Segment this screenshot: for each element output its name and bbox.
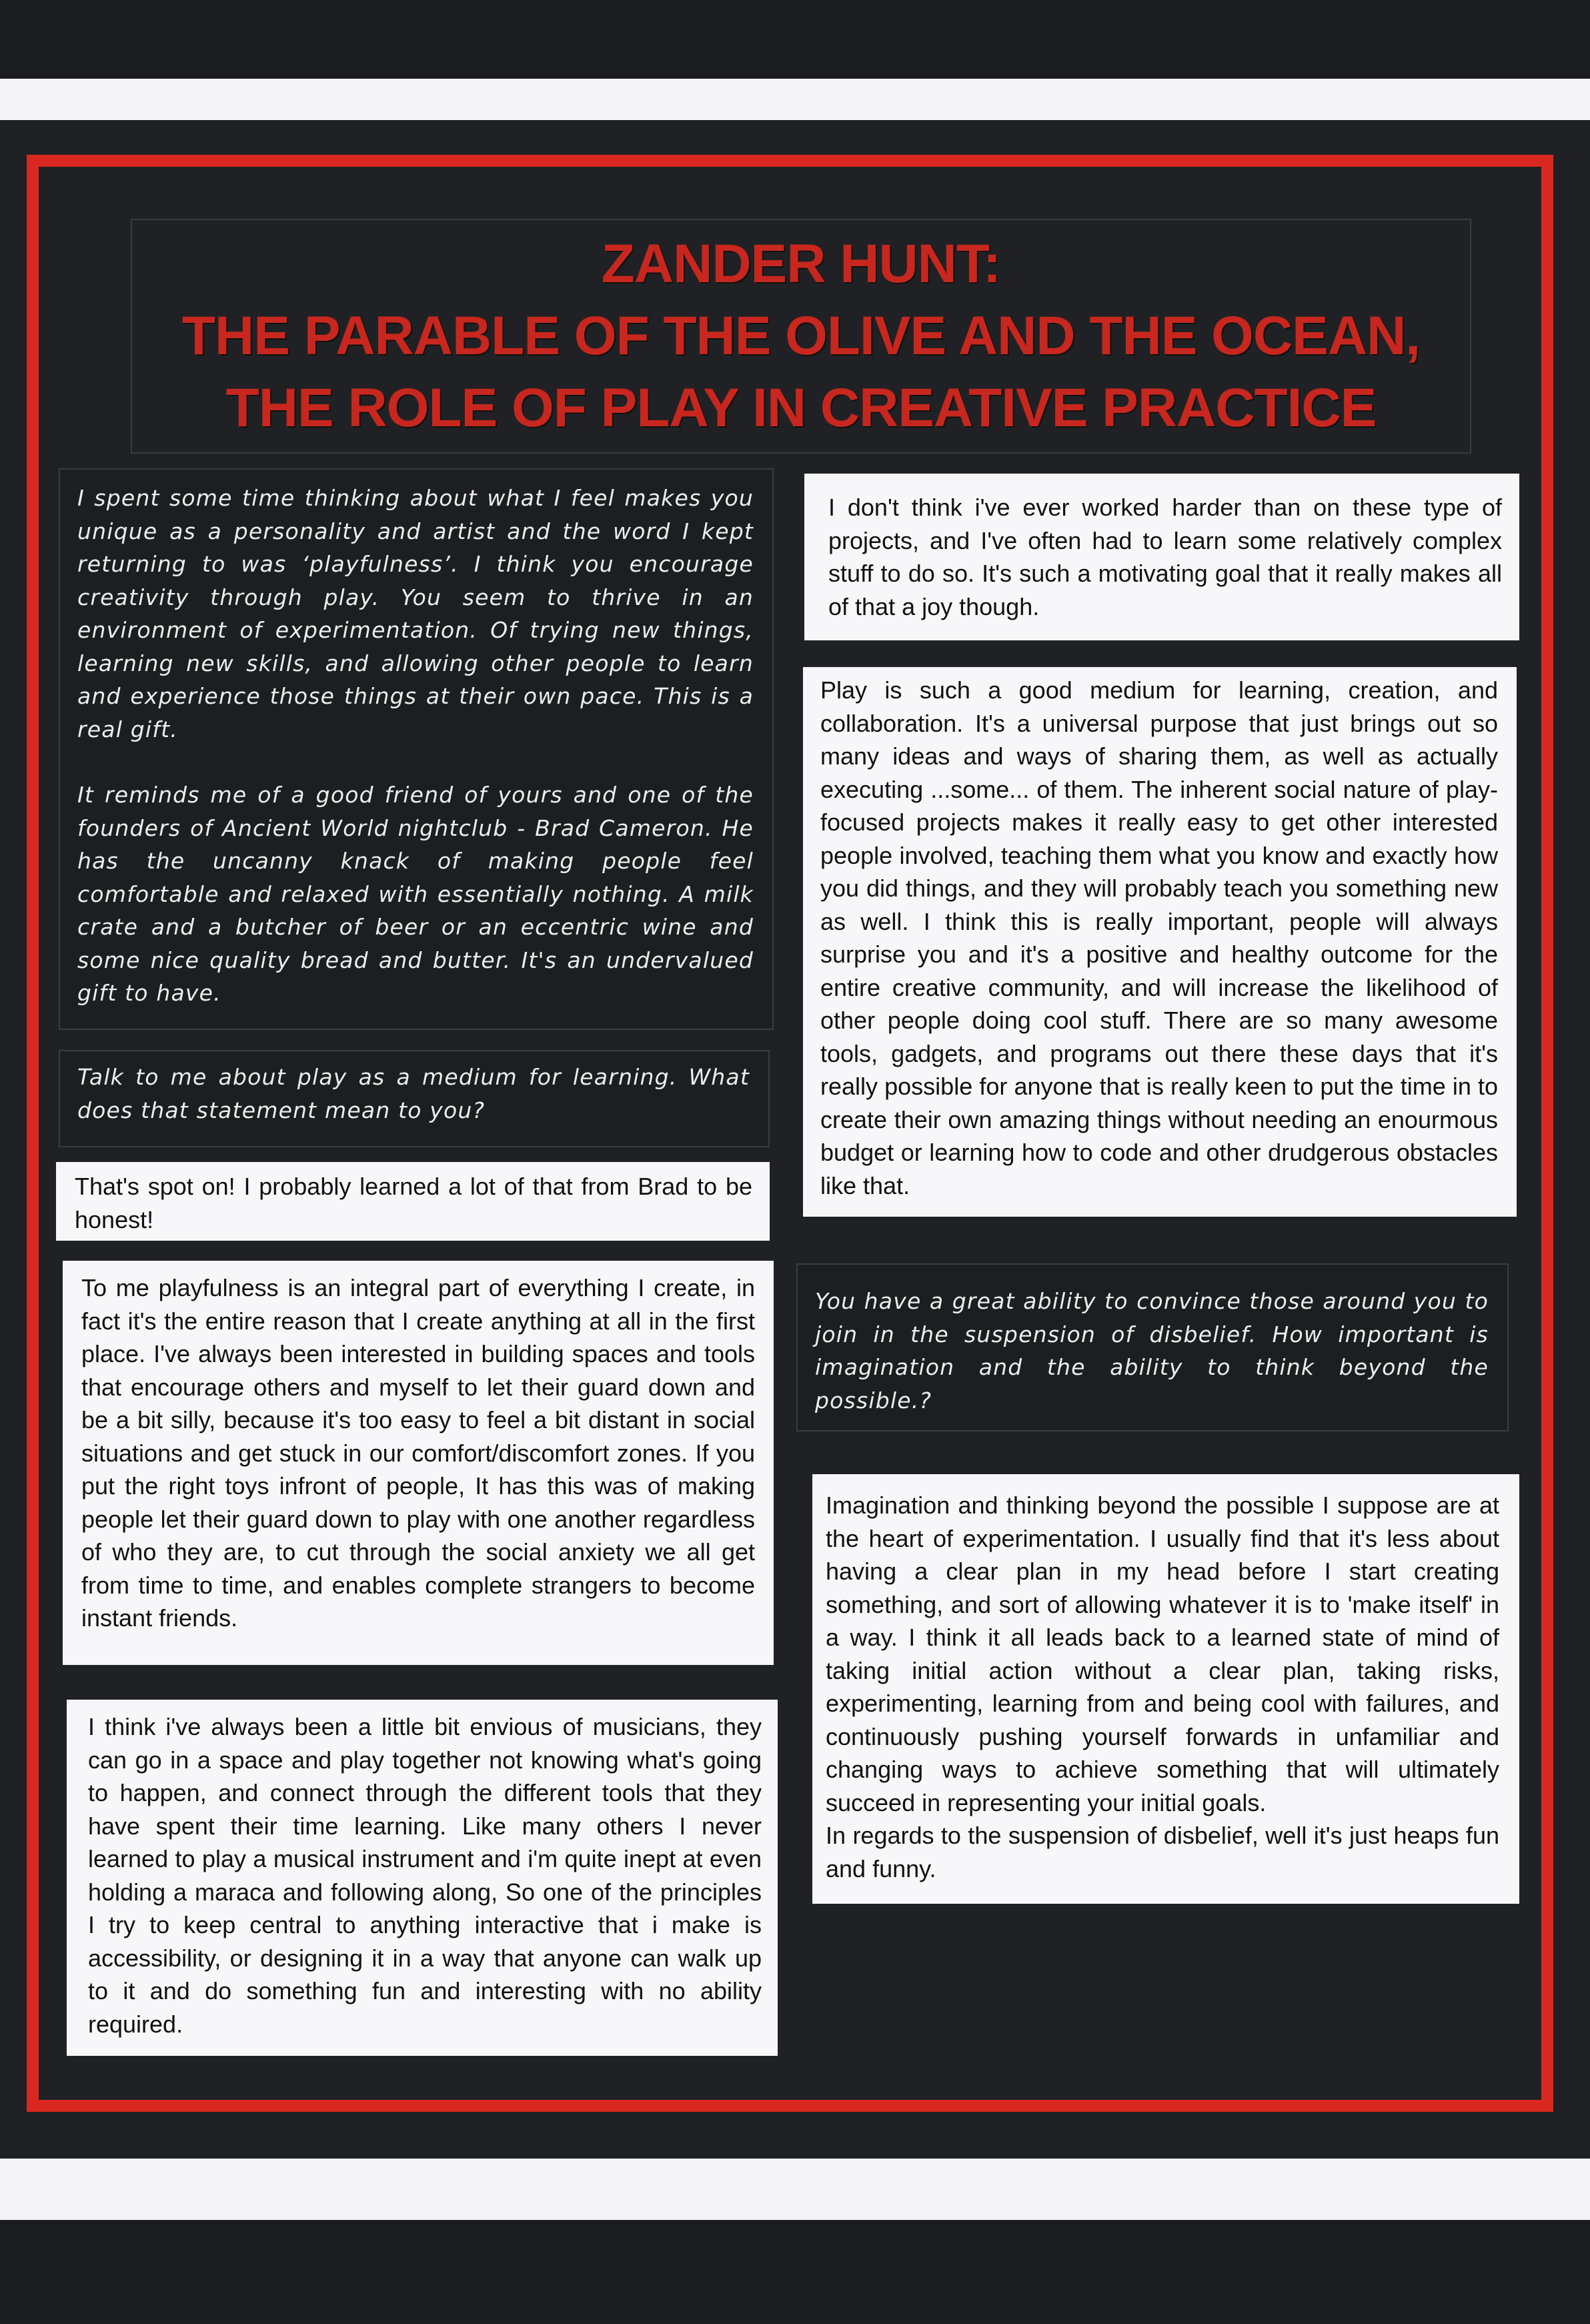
answer-text: In regards to the suspension of disbelief, well it's just heaps fun and funny.	[826, 1822, 1499, 1882]
answer-text: That's spot on! I probably learned a lot of that from Brad to be honest!	[75, 1173, 752, 1233]
answer-play-medium	[803, 667, 1517, 1217]
answer-text: I think i've always been a little bit envious of musicians, they can go in a space and play together not knowing what's going to happen, and connect through the different tools that they have spent their time learning. Like many others I never learned to play a musical instrument and i'm quite inept at even holding a maraca and following along, So one of the principles I try to keep central to anything interactive that i make is accessibility, or designing it in a way that anyone can walk up to it and do something fun and interesting with no ability required.	[88, 1713, 762, 2038]
scan-edge-top	[0, 79, 1590, 120]
interview-question-play-learning	[59, 1050, 770, 1147]
answer-text: Imagination and thinking beyond the possible I suppose are at the heart of experimentation. I usually find that it's less about having a clear plan in my head before I start creating something, and sort of allowing whatever it is to 'make itself' in a way. I think it all leads back to a learned state of mind of taking initial action without a clear plan, taking risks, experimenting, learning from and being cool with failures, and continuously pushing yourself forwards in unfamiliar and changing ways to achieve something that will ultimately succeed in representing your initial goals.	[826, 1492, 1499, 1816]
answer-text: To me playfulness is an integral part of everything I create, in fact it's the entire reason that I create anything at all in the first place. I've always been interested in building spaces and tools that encourage others and myself to let their guard down and be a bit silly, because it's too easy to feel a bit distant in social situations and get stuck in our comfort/discomfort zones. If you put the right toys infront of people, It has this was of making people let their guard down to play with one another regardless of who they are, to cut through the social anxiety we all get from time to time, and enables complete strangers to become instant friends.	[81, 1274, 755, 1632]
answer-imagination	[812, 1474, 1519, 1904]
interview-question-playfulness	[59, 468, 774, 1030]
answer-playfulness	[63, 1261, 774, 1665]
question-text: Talk to me about play as a medium for learning. What does that statement mean to you?	[77, 1064, 750, 1123]
answer-text: I don't think i've ever worked harder than on these type of projects, and I've often had to learn some relatively complex stuff to do so. It's such a motivating goal that it really makes all of that a joy though.	[828, 494, 1502, 620]
title-author: ZANDER HUNT:	[601, 233, 1001, 294]
title-line-2: THE PARABLE OF THE OLIVE AND THE OCEAN,	[181, 306, 1421, 366]
answer-worked-harder	[804, 474, 1519, 640]
question-text: You have a great ability to convince those around you to join in the suspension of disbelief. How important is imagination and the ability to think beyond the possible.?	[815, 1288, 1489, 1413]
article-title-box	[131, 219, 1471, 454]
question-paragraph: It reminds me of a good friend of yours and one of the founders of Ancient World nightclub - Brad Cameron. He has the uncanny knack of making people feel comfortable and relaxed with essentially nothing. A milk crate and a butcher of beer or an eccentric wine and some nice quality bread and butter. It's an undervalued gift to have.	[77, 782, 754, 1006]
answer-musicians	[67, 1700, 778, 2056]
answer-brad	[56, 1162, 770, 1241]
scan-edge-bottom	[0, 2159, 1590, 2220]
answer-text: Play is such a good medium for learning, creation, and collaboration. It's a universal purpose that just brings out so many ideas and ways of sharing them, as well as actually executing ...some... of them. The inherent social nature of play-focused projects makes it really easy to get other interested people involved, teaching them what you know and exactly how you did things, and they will probably teach you something new as well. I think this is really important, people will always surprise you and it's a positive and healthy outcome for the entire creative community, and will increase the likelihood of other people doing cool stuff. There are so many awesome tools, gadgets, and programs out there these days that it's really possible for anyone that is really keen to put the time in to create their own amazing things without needing an enourmous budget or learning how to code and other drudgerous obstacles like that.	[820, 676, 1498, 1199]
interview-question-imagination	[796, 1263, 1509, 1431]
question-paragraph: I spent some time thinking about what I feel makes you unique as a personality and artist and the word I kept returning to was ‘playfulness’. I think you encourage creativity through play. You seem to thrive in an environment of experimentation. Of trying new things, learning new skills, and allowing other people to learn and experience those things at their own pace. This is a real gift.	[77, 485, 754, 742]
title-line-3: THE ROLE OF PLAY IN CREATIVE PRACTICE	[225, 378, 1377, 438]
